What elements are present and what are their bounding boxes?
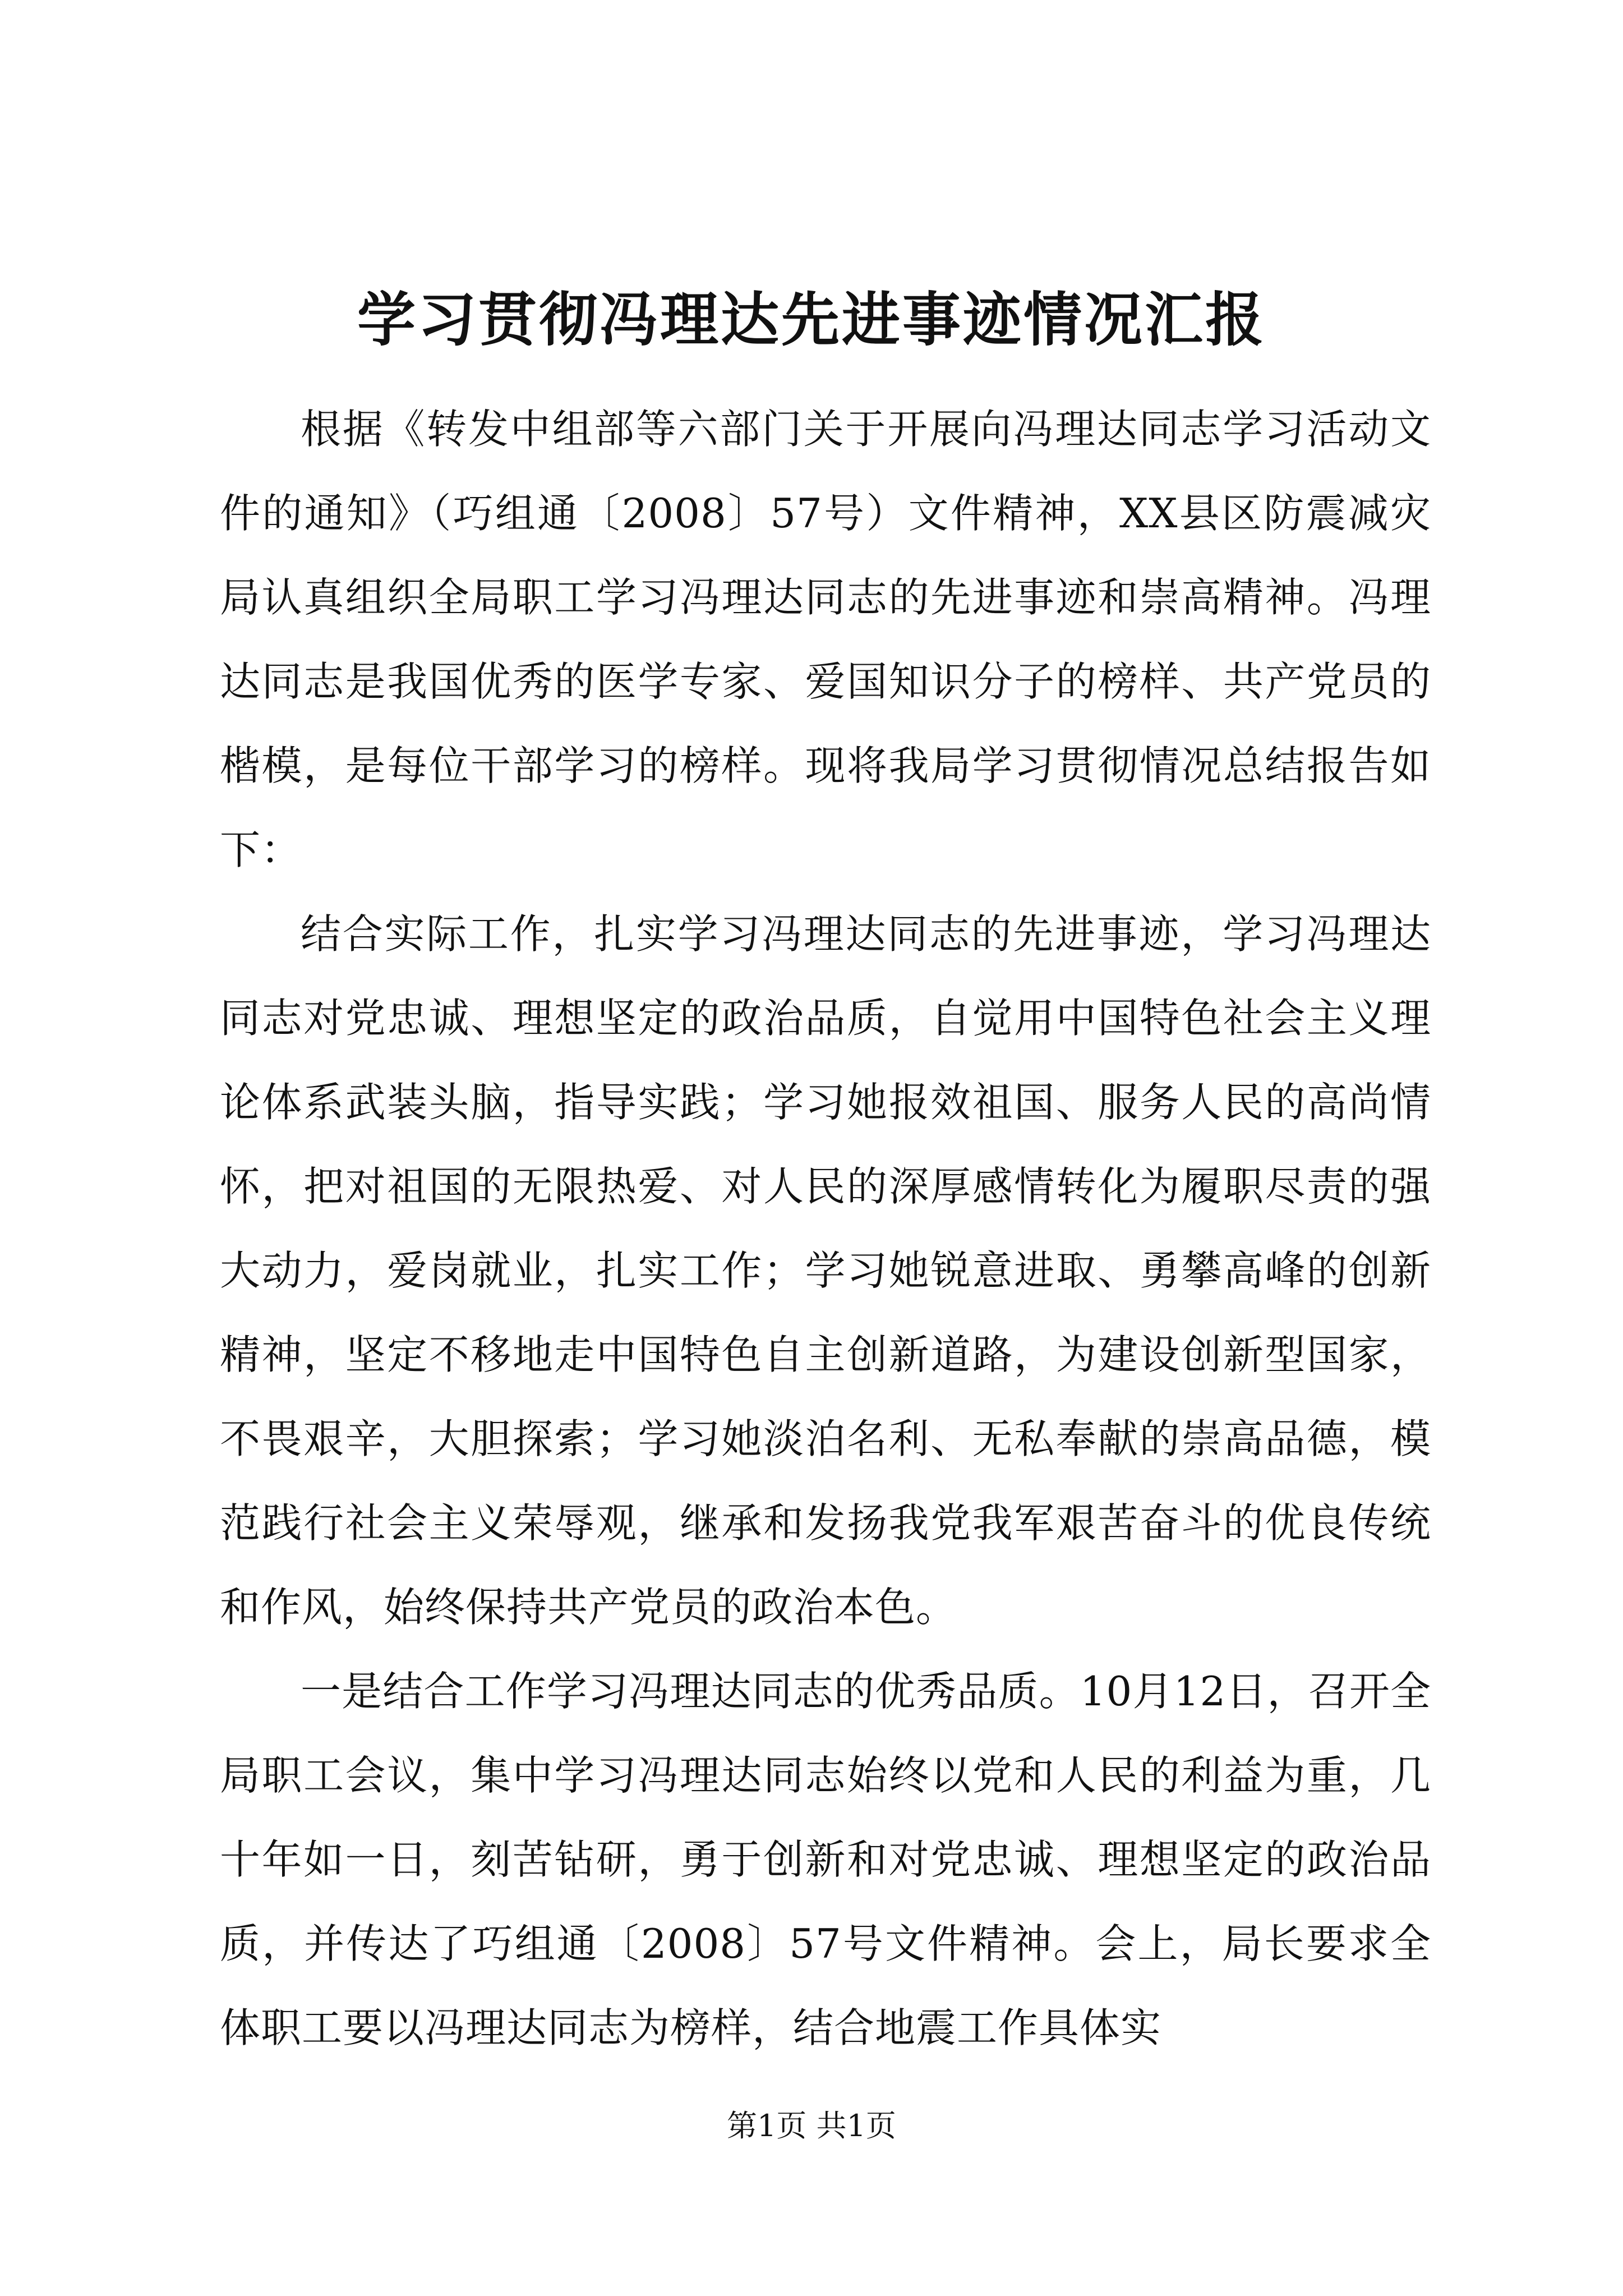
paragraph-study-content: 结合实际工作，扎实学习冯理达同志的先进事迹，学习冯理达同志对党忠诚、理想坚定的政治品质，自觉用中国特色社会主义理论体系武装头脑，指导实践；学习她报效祖国、服务人民的高尚情怀，把对祖国的无限热爱、对人民的深厚感情转化为履职尽责的强大动力，爱岗就业，扎实工作；学习她锐意进取、勇攀高峰的创新精神，坚定不移地走中国特色自主创新道路，为建设创新型国家，不畏艰辛，大胆探索；学习她淡泊名利、无私奉献的崇高品德，模范践行社会主义荣辱观，继承和发扬我党我军艰苦奋斗的优良传统和作风，始终保持共产党员的政治本色。 (220, 910, 1431, 1631)
paragraph-first-measure: 一是结合工作学习冯理达同志的优秀品质。10月12日，召开全局职工会议，集中学习冯理达同志始终以党和人民的利益为重，几十年如一日，刻苦钻研，勇于创新和对党忠诚、理想坚定的政治品质，并传达了巧组通〔2008〕57号文件精神。会上，局长要求全体职工要以冯理达同志为榜样，结合地震工作具体实 (220, 1668, 1431, 2051)
document-body (220, 387, 1431, 2070)
paragraph-intro: 根据《转发中组部等六部门关于开展向冯理达同志学习活动文件的通知》（巧组通〔2008〕57号）文件精神，XX县区防震减灾局认真组织全局职工学习冯理达同志的先进事迹和崇高精神。冯理达同志是我国优秀的医学专家、爱国知识分子的榜样、共产党员的楷模，是每位干部学习的榜样。现将我局学习贯彻情况总结报告如下： (220, 406, 1431, 873)
page-number-footer: 第1页 共1页 (727, 2108, 896, 2143)
document-title: 学习贯彻冯理达先进事迹情况汇报 (357, 285, 1266, 354)
